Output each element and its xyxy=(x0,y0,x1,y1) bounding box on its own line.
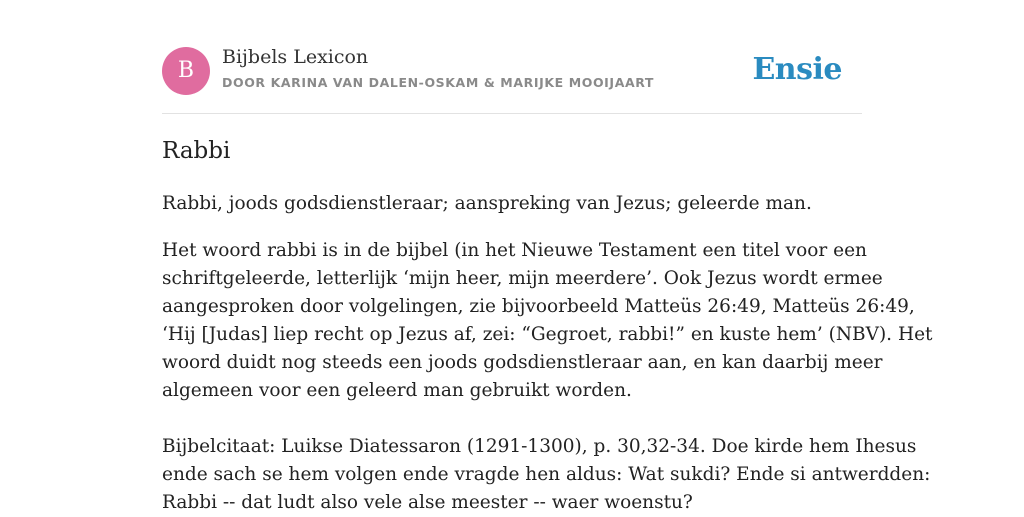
book-avatar[interactable]: B xyxy=(162,47,210,95)
page-container xyxy=(162,0,933,513)
body-line: Het woord rabbi is in de bijbel (in het Nieuwe Testament een titel voor een xyxy=(162,240,867,261)
book-header xyxy=(162,0,862,114)
entry-summary: Rabbi, joods godsdienstleraar; aanspreking van Jezus; geleerde man. xyxy=(162,193,812,214)
quote-line: Rabbi -- dat ludt also vele alse meester -- waer woenstu? xyxy=(162,492,693,513)
body-line: algemeen voor een geleerd man gebruikt worden. xyxy=(162,380,632,401)
body-line: aangesproken door volgelingen, zie bijvoorbeeld Matteüs 26:49, Matteüs 26:49, xyxy=(162,296,915,317)
body-line: schriftgeleerde, letterlijk ‘mijn heer, mijn meerdere’. Ook Jezus wordt ermee xyxy=(162,268,883,289)
paragraph-gap xyxy=(162,405,862,433)
body-line: ‘Hij [Judas] liep recht op Jezus af, zei: “Gegroet, rabbi!” en kuste hem’ (NBV). Het xyxy=(162,324,933,345)
body-line: woord duidt nog steeds een joods godsdienstleraar aan, en kan daarbij meer xyxy=(162,352,883,373)
entry-body xyxy=(162,237,933,517)
ensie-logo[interactable]: Ensie xyxy=(752,52,842,87)
quote-line: Bijbelcitaat: Luikse Diatessaron (1291-1300), p. 30,32-34. Doe kirde hem Ihesus xyxy=(162,436,917,457)
book-authors: DOOR KARINA VAN DALEN-OSKAM & MARIJKE MOOIJAART xyxy=(222,75,655,90)
quote-line: ende sach se hem volgen ende vragde hen aldus: Wat sukdi? Ende si antwerdden: xyxy=(162,464,931,485)
entry-title: Rabbi xyxy=(162,138,231,164)
book-title-link[interactable]: Bijbels Lexicon xyxy=(222,46,369,68)
